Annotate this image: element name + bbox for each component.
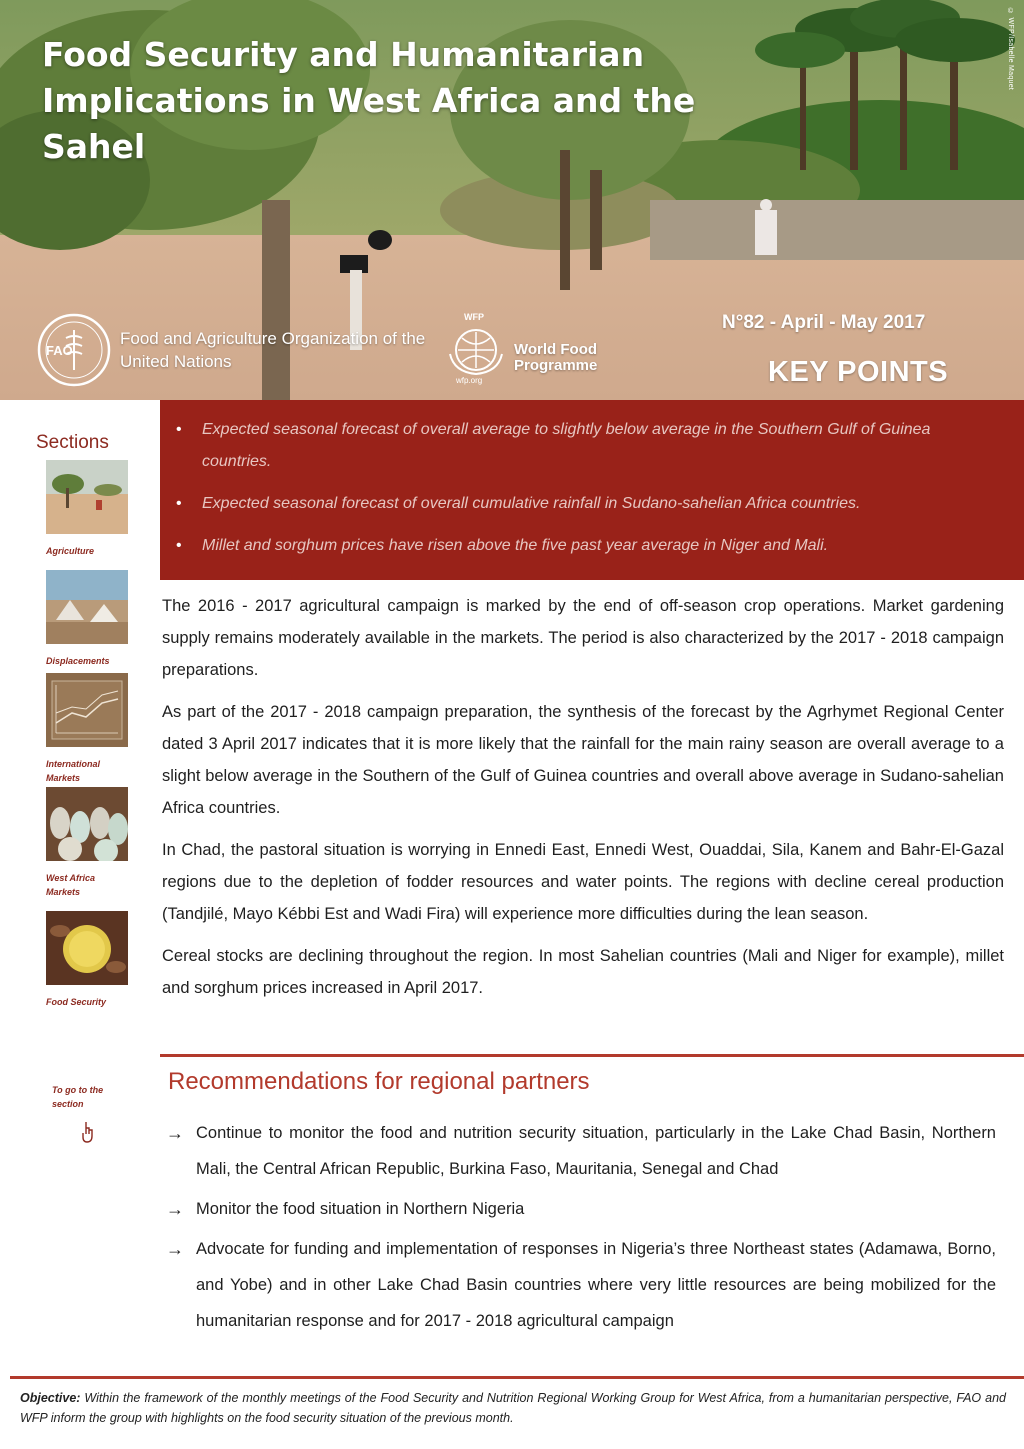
fao-logo [36, 312, 430, 388]
section-label: Displacements [46, 656, 110, 666]
displacements-thumbnail [46, 570, 128, 644]
international-markets-thumbnail [46, 673, 128, 747]
sections-label: Sections [36, 432, 109, 453]
recommendations-list [166, 1115, 996, 1343]
wfp-abbr: WFP [464, 312, 484, 322]
section-link-agriculture[interactable] [46, 460, 146, 558]
main-body [162, 590, 1004, 1014]
issue-number: N°82 - April - May 2017 [722, 312, 926, 333]
wfp-emblem-icon [444, 324, 508, 376]
section-divider [160, 1054, 1024, 1057]
recommendation-text: Monitor the food situation in Northern Nigeria [196, 1200, 525, 1218]
body-paragraph: The 2016 - 2017 agricultural campaign is marked by the end of off-season crop operations. Market gardening supply remains moderately available in the markets. The period is also characterized by the 2017 - 2018 campaign preparations. [162, 597, 1004, 679]
recommendation-text: Advocate for funding and implementation of responses in Nigeria’s three Northeast states (Adamawa, Borno, and Yobe) and in other Lake Chad Basin countries where very little resources are being mobilized for the humanitarian response and for 2017 - 2018 agricultural campaign [196, 1240, 996, 1330]
objective-text: Within the framework of the monthly meetings of the Food Security and Nutrition Regional Working Group for West Africa, from a humanitarian perspective, FAO and WFP inform the group with highlights on the food security situation of the previous month. [20, 1391, 1006, 1425]
arrow-right-icon: → [166, 1199, 184, 1219]
fao-emblem-letters: FAO [46, 343, 73, 358]
section-label: West Africa Markets [46, 873, 96, 897]
section-link-displacements[interactable] [46, 570, 146, 668]
key-points-heading: KEY POINTS [768, 356, 949, 388]
recommendation-item [166, 1231, 996, 1339]
section-link-west-africa-markets[interactable] [46, 787, 146, 899]
wfp-logo [444, 312, 634, 392]
wfp-url: wfp.org [456, 376, 483, 385]
section-label: International Markets [46, 759, 101, 783]
document-title: Food Security and Humanitarian Implications in West Africa and the Sahel [42, 35, 696, 166]
west-africa-markets-thumbnail [46, 787, 128, 861]
key-point-item: • Expected seasonal forecast of overall cumulative rainfall in Sudano-sahelian Africa countries. [174, 488, 996, 520]
objective-note [20, 1388, 1006, 1428]
objective-label: Objective: [20, 1391, 81, 1405]
recommendation-item [166, 1115, 996, 1187]
recommendation-text: Continue to monitor the food and nutrition security situation, particularly in the Lake Chad Basin, Northern Mali, the Central African Republic, Burkina Faso, Mauritania, Senegal and Chad [196, 1124, 996, 1178]
body-paragraph: Cereal stocks are declining throughout the region. In most Sahelian countries (Mali and Niger for example), millet and sorghum prices increased in April 2017. [162, 947, 1004, 997]
food-security-thumbnail [46, 911, 128, 985]
agriculture-thumbnail [46, 460, 128, 534]
key-point-item: • Expected seasonal forecast of overall average to slightly below average in the Southern Gulf of Guinea countries. [174, 414, 996, 478]
body-paragraph: In Chad, the pastoral situation is worrying in Ennedi East, Ennedi West, Ouaddai, Sila, Kanem and Bahr-El-Gazal regions due to the depletion of fodder resources and water points. The regions with decline cereal production (Tandjilé, Mayo Kébbi Est and Wadi Fira) will experience more difficulties during the lean season. [162, 841, 1004, 923]
wfp-name: World Food Programme [514, 341, 598, 374]
section-label: Food Security [46, 997, 107, 1007]
key-point-item: • Millet and sorghum prices have risen above the five past year average in Niger and Mali. [174, 530, 996, 562]
fao-name: Food and Agriculture Organization of the United Nations [120, 329, 426, 371]
section-label: Agriculture [46, 546, 95, 556]
pointing-hand-icon[interactable] [80, 1120, 96, 1144]
body-paragraph: As part of the 2017 - 2018 campaign preparation, the synthesis of the forecast by the Agrhymet Regional Center dated 3 April 2017 indicates that it is more likely that the rainfall for the main rainy season are overall average to a slight below average in the Southern of the Gulf of Guinea countries and overall above average in Sudano-sahelian Africa countries. [162, 703, 1004, 817]
key-points-box [160, 400, 1024, 580]
section-link-international-markets[interactable] [46, 673, 146, 785]
recommendation-item [166, 1191, 996, 1227]
hero-banner [0, 0, 1024, 400]
arrow-right-icon: → [166, 1239, 184, 1259]
recommendations-title: Recommendations for regional partners [168, 1068, 590, 1095]
arrow-right-icon: → [166, 1123, 184, 1143]
goto-section-hint: To go to the section [52, 1085, 104, 1109]
section-link-food-security[interactable] [46, 911, 146, 1009]
photo-credit: © WFP/Isabelle Maquet [1007, 8, 1014, 91]
fao-emblem-icon [36, 312, 112, 388]
footer-divider [10, 1376, 1024, 1379]
